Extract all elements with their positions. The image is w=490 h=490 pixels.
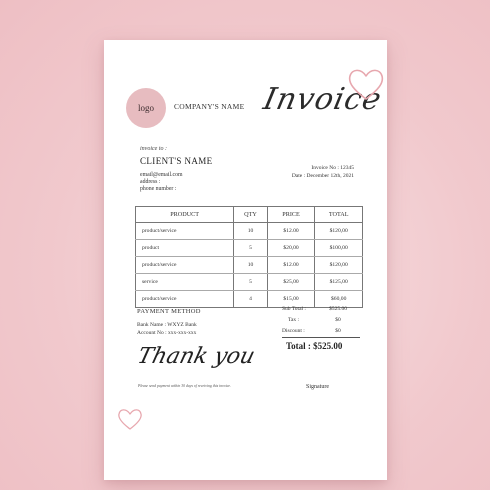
cell-price: $15,00 [267, 291, 315, 308]
cell-qty: 4 [234, 291, 267, 308]
cell-total: $120,00 [315, 257, 363, 274]
signature-label: Signature [306, 384, 329, 390]
items-table [135, 206, 363, 308]
cell-price: $12.00 [267, 223, 315, 240]
payment-note: Please send payment within 30 days of receiving this invoice. [138, 384, 232, 388]
subtotal-value: $525.00 [329, 305, 347, 312]
invoice-number: Invoice No : 12345 [311, 165, 354, 171]
tax-label: Tax : [288, 316, 300, 323]
cell-product: product/service [136, 257, 234, 274]
cell-total: $125,00 [315, 274, 363, 291]
heart-outline-icon [116, 406, 144, 432]
account-number: Account No : xxx-xxx-xxx [137, 330, 197, 336]
invoice-page [104, 40, 387, 480]
cell-product: product/service [136, 223, 234, 240]
client-name: CLIENT'S NAME [140, 156, 213, 166]
payment-info [137, 321, 197, 337]
payment-method-title: PAYMENT METHOD [137, 308, 201, 315]
bank-name: Bank Name : WXYZ Bank [137, 322, 197, 328]
cell-qty: 5 [234, 240, 267, 257]
company-logo [126, 88, 166, 128]
cell-price: $20,00 [267, 240, 315, 257]
cell-qty: 10 [234, 257, 267, 274]
table-row [136, 257, 363, 274]
cell-price: $12.00 [267, 257, 315, 274]
client-info [140, 172, 183, 193]
company-name: COMPANY'S NAME [174, 102, 245, 111]
client-email: email@email.com [140, 172, 183, 178]
client-address: address : [140, 179, 161, 185]
cell-total: $60,00 [315, 291, 363, 308]
cell-qty: 5 [234, 274, 267, 291]
thank-you-text: Thank you [134, 344, 258, 369]
cell-total: $120,00 [315, 223, 363, 240]
discount-row [282, 325, 358, 336]
table-row [136, 240, 363, 257]
invoice-title: Invoice [260, 82, 386, 117]
subtotal-row [282, 303, 358, 314]
tax-value: $0 [335, 316, 341, 323]
grand-total: Total : $525.00 [286, 341, 343, 351]
discount-label: Discount : [282, 327, 305, 334]
discount-value: $0 [335, 327, 341, 334]
cell-total: $100,00 [315, 240, 363, 257]
cell-qty: 10 [234, 223, 267, 240]
subtotal-label: Sub Total : [282, 305, 306, 312]
cell-price: $25,00 [267, 274, 315, 291]
tax-row [282, 314, 358, 325]
header-total: TOTAL [315, 207, 363, 223]
header-qty: QTY [234, 207, 267, 223]
invoice-to-label: invoice to : [140, 146, 167, 152]
totals-divider [282, 337, 360, 338]
invoice-date: Date : December 12th, 2021 [291, 173, 354, 179]
client-phone: phone number : [140, 186, 177, 192]
table-row [136, 274, 363, 291]
header-product: PRODUCT [136, 207, 234, 223]
invoice-meta [282, 164, 354, 180]
table-header-row [136, 207, 363, 223]
totals-block [282, 303, 358, 336]
cell-product: product [136, 240, 234, 257]
header-price: PRICE [267, 207, 315, 223]
table-row [136, 223, 363, 240]
cell-product: service [136, 274, 234, 291]
logo-text: logo [137, 103, 154, 113]
heart-outline-icon [346, 66, 386, 102]
cell-product: product/service [136, 291, 234, 308]
